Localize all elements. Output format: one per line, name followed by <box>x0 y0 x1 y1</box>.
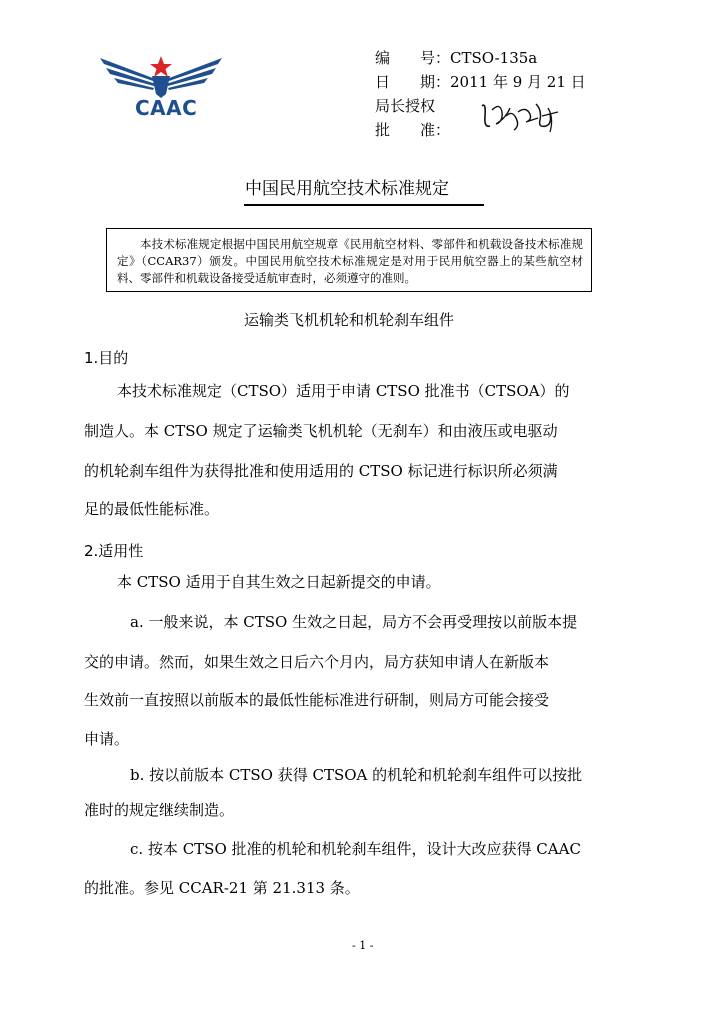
paragraph-line: a. 一般来说，本 CTSO 生效之日起，局方不会再受理按以前版本提 <box>130 613 578 631</box>
paragraph-line: 的机轮刹车组件为获得批准和使用适用的 CTSO 标记进行标识所必须满 <box>84 462 558 480</box>
section-heading-purpose: 1.目的 <box>84 349 129 367</box>
document-title: 中国民用航空技术标准规定 <box>245 179 449 199</box>
meta-date-value: 2011 年 9 月 21 日 <box>450 73 586 91</box>
paragraph-line: 申请。 <box>84 730 130 748</box>
handwritten-signature <box>476 96 566 136</box>
meta-date-label: 日 期： <box>375 73 451 91</box>
paragraph-line: 本技术标准规定（CTSO）适用于申请 CTSO 批准书（CTSOA）的 <box>117 382 570 400</box>
paragraph-line: 交的申请。然而，如果生效之日后六个月内，局方获知申请人在新版本 <box>84 653 550 671</box>
paragraph-line: 的批准。参见 CCAR-21 第 21.313 条。 <box>84 879 360 897</box>
meta-number-row <box>375 46 586 70</box>
paragraph-line: 准时的规定继续制造。 <box>84 801 235 819</box>
paragraph-line: 制造人。本 CTSO 规定了运输类飞机机轮（无刹车）和由液压或电驱动 <box>84 422 558 440</box>
paragraph-line: b. 按以前版本 CTSO 获得 CTSOA 的机轮和机轮刹车组件可以按批 <box>130 766 583 784</box>
page-number: - 1 - <box>352 939 374 952</box>
paragraph-line: c. 按本 CTSO 批准的机轮和机轮刹车组件，设计大改应获得 CAAC <box>130 840 581 858</box>
meta-number-value: CTSO-135a <box>450 49 538 67</box>
paragraph-line: 本 CTSO 适用于自其生效之日起新提交的申请。 <box>117 573 441 591</box>
caac-logo-text: CAAC <box>135 96 198 120</box>
notice-line: 某些航空材料、零部件和机载设备接受适航审查时，必须遵守的准则。 <box>117 254 583 285</box>
notice-line: 标准规定》（CCAR37）颁发。中国民用航空技术标准规定是对用于民用航空器上的 <box>117 237 583 268</box>
meta-authorization-label: 局长授权 <box>375 97 436 115</box>
notice-line: 本技术标准规定根据中国民用航空规章《民用航空材料、零部件和机载设备技术 <box>140 237 549 251</box>
paragraph-line: 足的最低性能标准。 <box>84 500 220 518</box>
notice-box <box>106 228 592 292</box>
paragraph-line: 生效前一直按照以前版本的最低性能标准进行研制，则局方可能会接受 <box>84 691 550 709</box>
document-subject: 运输类飞机机轮和机轮刹车组件 <box>244 311 455 329</box>
meta-approval-label: 批 准： <box>375 121 451 139</box>
meta-date-row <box>375 70 586 94</box>
meta-number-label: 编 号： <box>375 49 451 67</box>
title-underline <box>244 204 484 206</box>
section-heading-applicability: 2.适用性 <box>84 542 144 560</box>
